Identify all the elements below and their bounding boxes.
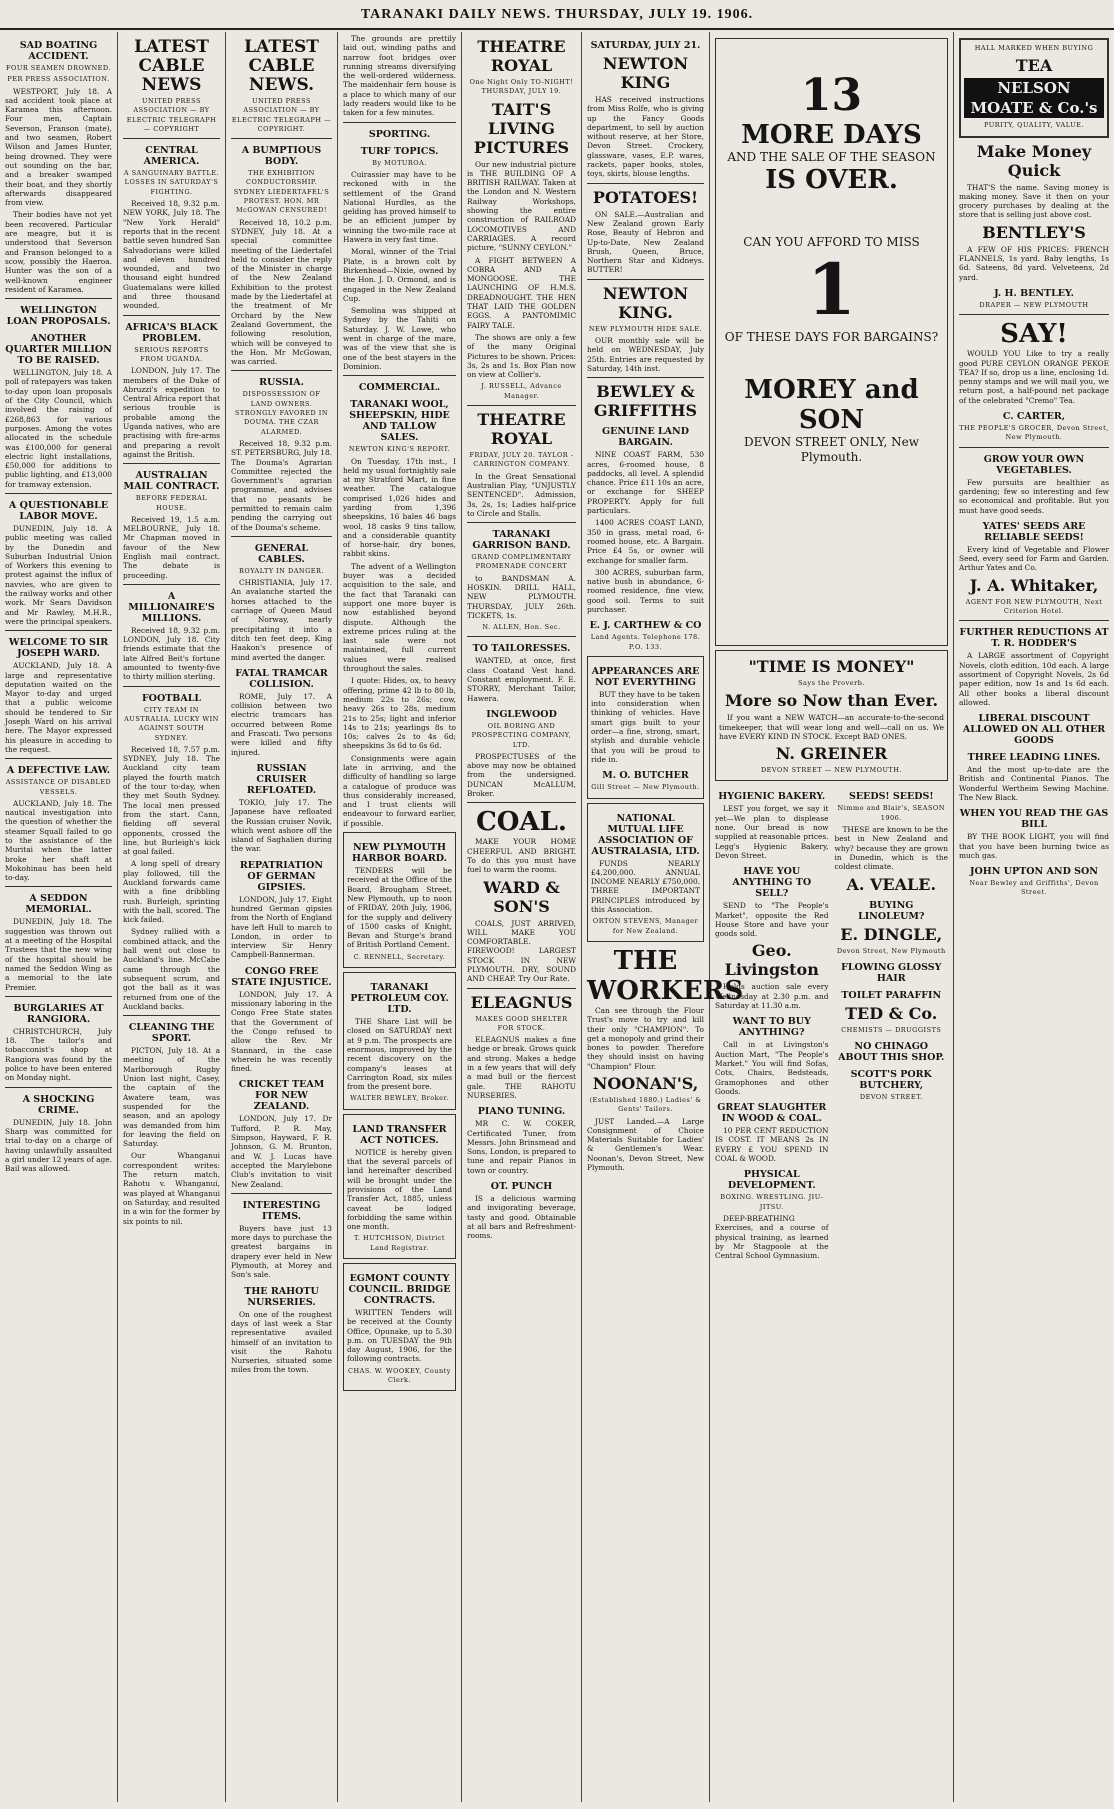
column-8: [954, 32, 1114, 1802]
ad-headline: N. GREINER: [775, 744, 888, 764]
subheadline: NEWTON KING'S REPORT.: [348, 445, 451, 454]
article-text: LONDON, July 17. The members of the Duke of Abruzzi's expedition to Central Africa report that serious trouble is probable among the Uganda natives, who are practising with fire-arms and preparing a revolt against the British.: [123, 366, 220, 459]
ad-headline: Geo. Livingston: [724, 941, 819, 980]
ad-headline: More so Now than Ever.: [724, 691, 939, 711]
ad-headline: TARANAKI PETROLEUM COY. LTD.: [350, 982, 449, 1016]
headline: A QUESTIONABLE LABOR MOVE.: [8, 499, 109, 522]
ad-headline: NOONAN'S,: [592, 1074, 699, 1093]
ad-headline: APPEARANCES ARE NOT EVERYTHING: [591, 665, 700, 688]
column-5: [462, 32, 582, 1802]
ad-signature: C. RENNELL, Secretary.: [353, 952, 446, 961]
ad-headline: FLOWING GLOSSY HAIR: [841, 961, 942, 984]
ad-headline: SEEDS! SEEDS!: [848, 791, 934, 803]
ad-headline: COAL.: [476, 807, 567, 838]
ad-headline: THEATRE ROYAL: [477, 410, 566, 449]
ad-headline: THREE LEADING LINES.: [967, 752, 1101, 764]
subheadline: FOUR SEAMEN DROWNED.: [6, 64, 111, 72]
ad-headline: NEW PLYMOUTH HARBOR BOARD.: [352, 842, 447, 865]
ad-headline: GENUINE LAND BARGAIN.: [602, 426, 689, 449]
divider: [5, 758, 112, 759]
subheadline: THE EXHIBITION CONDUCTORSHIP. SYDNEY LIEDERTAFEL'S PROTEST. HON. MR McGOWAN CENSURED!: [233, 169, 330, 215]
headline: A SHOCKING CRIME.: [22, 1093, 95, 1116]
ad-text: NOTICE is hereby given that the several parcels of land hereinafter described will be brought under the provisions of the Land Transfer Act, 1885, unless caveat be lodged forbidding the same within one month.: [347, 1147, 452, 1232]
ad-text: SEND to "The People's Market", opposite the Red House Store and have your goods sold.: [715, 901, 829, 939]
ad-headline: HYGIENIC BAKERY.: [718, 791, 826, 803]
ad-text: CAN YOU AFFORD TO MISS: [743, 235, 920, 249]
ad-headline: INGLEWOOD: [486, 708, 557, 720]
advertisement: [587, 803, 704, 942]
ad-subheadline: Nimmo and Blair's, SEASON 1906.: [837, 804, 945, 822]
ad-text: THESE are known to be the best in New Zealand and why? because they are grown in Dunedin, which is the coldest climate.: [834, 825, 948, 872]
headline: TURF TOPICS.: [360, 145, 439, 157]
ad-headline: FURTHER REDUCTIONS AT T. R. HODDER'S: [959, 627, 1109, 650]
ad-headline: SCOTT'S PORK BUTCHERY,: [850, 1069, 932, 1092]
article-text: Semolina was shipped at Sydney by the Tahiti on Saturday. J. W. Lowe, who went in charge of the mare, was of the view that she is one of the best stayers in the Dominion.: [343, 306, 456, 371]
ad-text: THE Share List will be closed on SATURDAY next at 9 p.m. The prospects are enormous, improved by the recent discovery on the company's leases at Carrington Road, six miles from the present bore.: [347, 1017, 452, 1092]
ad-headline: PIANO TUNING.: [477, 1106, 566, 1118]
ad-headline: TED & Co.: [845, 1003, 938, 1023]
ad-headline: HAVE YOU ANYTHING TO SELL?: [732, 866, 812, 900]
article-text: ROME, July 17. A collision between two electric tramcars has occurred between Rome and Frascati. Two persons were killed and fifty injured.: [231, 691, 332, 757]
headline: FATAL TRAMCAR COLLISION.: [235, 667, 328, 690]
ad-headline: WHEN YOU READ THE GAS BILL: [959, 808, 1109, 831]
ad-subheadline: GRAND COMPLIMENTARY PROMENADE CONCERT: [471, 553, 572, 571]
ad-headline: TO TAILORESSES.: [472, 643, 571, 655]
ad-subheadline: One Night Only TO-NIGHT! THURSDAY, JULY 19.: [469, 78, 574, 96]
byline: PER PRESS ASSOCIATION.: [7, 75, 110, 84]
article-text: Received 18, 10.2 p.m. SYDNEY, July 18. At a special committee meeting of the Liedertafel held to consider the reply of the Minister in charge of the New Zealand Exhibition to the protest made by the Liedertafel at the treatment of Mr Orchard by the New Zealand Government, the following resolution, which will be conveyed to the Hon. Mr McGowan, was carried.: [231, 217, 332, 367]
ad-text: BUT they have to be taken into consideration when thinking of vehicles. Have smart gigs built to your order—a fine, strong, smart, stylish and durable vehicle that you will be proud to ride in.: [591, 689, 700, 764]
ad-subheadline: NEW PLYMOUTH HIDE SALE.: [588, 324, 703, 333]
advertisement: [343, 832, 456, 968]
article-text: On Tuesday, 17th inst., I held my usual fortnightly sale at my Stratford Mart, in fine weather. The catalogue comprised 1,026 hides and yarding from 1,396 sheepskins, 16 bales 46 bags wool, 18 casks 9 tins tallow, and a considerable quantity of horse-hair, dry bones, rabbit skins.: [343, 456, 456, 559]
ad-text: 300 ACRES, suburban farm, native bush in abundance, 6-roomed residence, fine view, good soil. Terms to suit purchaser.: [587, 567, 704, 614]
ad-headline: NATIONAL MUTUAL LIFE ASSOCIATION OF AUSTRALASIA, LTD.: [591, 812, 700, 857]
ad-subheadline: Says the Proverb.: [798, 679, 865, 687]
article-text: A long spell of dreary play followed, till the Auckland forwards came with a fine dribbling rush. Burleigh, sprinting with the ball, scored. The kick failed.: [123, 859, 220, 925]
headline: WELLINGTON LOAN PROPOSALS.: [6, 305, 111, 328]
divider: [231, 1193, 332, 1194]
ad-subheadline: Devon Street, New Plymouth: [836, 946, 946, 955]
ad-text: A LARGE assortment of Copyright Novels, cloth edition, 10d each. A large assortment of Copyright Novels, 2s 6d paper edition, now 1s and 1s 6d each. All other books a liberal discount allowed.: [959, 651, 1109, 707]
headline: A BUMPTIOUS BODY.: [241, 145, 322, 168]
article-text: I quote: Hides, ox, to heavy offering, prime 42 lb to 80 lb, medium 22s to 26s; cow, heavy 26s to 28s, medium 21s to 25s; light and inferior 14s to 21s; yearlings 8s to 10s; calves 2s to 4s 6d; sheepskins 3s 6d to 6s 6d.: [343, 676, 456, 751]
ad-headline: J. H. BENTLEY.: [994, 287, 1074, 299]
ad-column-left: [715, 785, 829, 1263]
ad-text: Few pursuits are healthier as gardening; few so interesting and few so economical and profitable. But you must have good seeds.: [959, 477, 1109, 515]
divider: [231, 138, 332, 139]
divider: [587, 183, 704, 184]
article-text: LONDON, July 17. Dr Tufford, P. R. May, Simpson, Hayward, F. R. Johnson, G. M. Brunton, and W. J. Lucas have accepted the Marylebone Club's invitation to visit New Zealand.: [231, 1114, 332, 1189]
ad-subheadline: FRIDAY, JULY 20. TAYLOR - CARRINGTON COMPANY.: [469, 451, 574, 469]
article-text: Buyers have just 13 more days to purchase the greatest bargains in drapery ever held in New Plymouth, at Morey and Son's sale.: [231, 1223, 332, 1280]
divider: [123, 1015, 220, 1016]
headline: SAD BOATING ACCIDENT.: [19, 40, 98, 62]
ad-headline: M. O. BUTCHER: [602, 770, 689, 782]
ad-headline: EGMONT COUNTY COUNCIL. BRIDGE CONTRACTS.: [348, 1272, 451, 1306]
headline: GENERAL CABLES.: [254, 542, 309, 565]
ad-subheadline: Land Agents. Telephone 178. P.O. 133.: [590, 633, 701, 651]
divider: [343, 122, 456, 123]
ad-subheadline: OIL BORING AND PROSPECTING COMPANY, LTD.: [471, 721, 572, 749]
divider: [959, 314, 1109, 315]
two-column-ads: [715, 785, 948, 1263]
divider: [5, 996, 112, 997]
divider: [5, 630, 112, 631]
column-4: [338, 32, 462, 1802]
subheadline: CITY TEAM IN AUSTRALIA. LUCKY WIN AGAINST SOUTH SYDNEY.: [124, 705, 219, 742]
ad-subheadline: MAKES GOOD SHELTER FOR STOCK.: [475, 1014, 568, 1032]
subheadline: ASSISTANCE OF DISABLED VESSELS.: [5, 778, 112, 796]
column-2: [118, 32, 226, 1802]
ad-text: A FIGHT BETWEEN A COBRA AND A MONGOOSE. THE LAUNCHING OF H.M.S. DREADNOUGHT. THE HEN THAT LAID THE GOLDEN EGGS. A PANTOMIMIC FAIRY TALE.: [467, 255, 576, 330]
ad-subheadline: BOXING. WRESTLING. JIU-JITSU.: [720, 1193, 824, 1211]
headline: COMMERCIAL.: [358, 382, 441, 394]
ad-headline: IS OVER.: [765, 165, 898, 195]
ad-text: HAS received instructions from Miss Rolfe, who is giving up the Fancy Goods department, to sell by auction without reserve, at her Store, Devon Street. Crockery, glassware, vases, E.P. wares, rackets, paper books, stoles, toys, skirts, blouse lengths.: [587, 95, 704, 179]
ad-signature: WALTER BEWLEY, Broker.: [350, 1094, 449, 1103]
ad-text: If you want a NEW WATCH—an accurate-to-the-second timekeeper, that will wear long and well—call on us. We have EVERY KIND IN STOCK. Except BAD ONES.: [719, 713, 944, 741]
article-text: Cuirassier may have to be reckoned with in the settlement of the Grand National Hurdles, as the gelding has proved himself to be an efficient jumper by winning the two-mile race at Hawera in very fast time.: [343, 169, 456, 245]
ad-text: BY THE BOOK LIGHT, you will find that you have been burning twice as much gas.: [959, 832, 1109, 860]
ad-signature: CHAS. W. WOOKEY, County Clerk.: [348, 1366, 451, 1385]
ad-headline: LAND TRANSFER ACT NOTICES.: [352, 1123, 447, 1146]
article-text: WESTPORT, July 18. A sad accident took place at Karamea this afternoon. Four men, Captain Severson, Franson (mate), and two seamen, Robert Wilson and James Hunter, being drowned. They were out sounding on the bar, and a breaker swamped their boat, and they shortly afterwards disappeared from view.: [5, 86, 112, 208]
divider: [959, 620, 1109, 621]
divider: [959, 447, 1109, 448]
article-text: The advent of a Wellington buyer was a decided acquisition to the sale, and the fact that Taranaki can support one more buyer is now established beyond dispute. Although the extreme prices ruling at the last sale were not maintained, full current values were realised throughout the sales.: [343, 561, 456, 674]
divider: [123, 138, 220, 139]
masthead: TARANAKI DAILY NEWS. THURSDAY, JULY 19. 1906.: [0, 0, 1114, 30]
ad-subheadline: AGENT FOR NEW PLYMOUTH, Next Criterion Hotel.: [965, 597, 1103, 616]
ad-headline: ELEAGNUS: [470, 992, 573, 1012]
divider: [123, 584, 220, 585]
headline: CONGO FREE STATE INJUSTICE.: [231, 965, 332, 988]
ad-text: THAT'S the name. Saving money is making money. Save it then on your grocery purchases by dealing at the store that is selling just above cost.: [959, 182, 1109, 220]
ad-text: Holds auction sale every Wednesday at 2.30 p.m. and Saturday at 11.30 a.m.: [715, 982, 829, 1011]
ad-subheadline: PURITY, QUALITY, VALUE.: [984, 121, 1084, 130]
column-7: [710, 32, 954, 1802]
ad-text: NINE COAST FARM, 530 acres, 6-roomed house, 8 paddocks, all level. A splendid chance. Price £11 10s an acre, or exchange for SHEEP PROPERTY. Apply for full particulars.: [587, 450, 704, 516]
ad-headline: PHYSICAL DEVELOPMENT.: [727, 1169, 816, 1192]
ad-text: JUST Landed.—A Large Consignment of Choice Materials Suitable for Ladies' & Gentlemen's Wear. Noonan's, Devon Street, New Plymouth.: [587, 1116, 704, 1173]
headline: A SEDDON MEMORIAL.: [25, 893, 92, 916]
ad-signature: T. HUTCHISON, District Land Registrar.: [353, 1234, 446, 1252]
ad-headline: E. J. CARTHEW & CO: [589, 620, 702, 632]
ad-headline: C. CARTER,: [1002, 411, 1066, 423]
ad-headline: NO CHINAGO ABOUT THIS SHOP.: [838, 1041, 945, 1064]
ad-headline: OT. PUNCH: [490, 1181, 553, 1193]
article-text: Sydney rallied with a combined attack, and the ball went out close to Auckland's line. McCabe came through the subsequent scrum, and got the ball as it was returned from one of the Auckland backs.: [123, 927, 220, 1011]
ad-text: COALS, JUST ARRIVED, WILL MAKE YOU COMFORTABLE. FIREWOOD! LARGEST STOCK IN NEW PLYMOUTH. DRY, SOUND AND CHEAP. Try Our Rate.: [467, 918, 576, 984]
ad-headline: YATES' SEEDS ARE RELIABLE SEEDS!: [982, 520, 1086, 543]
ad-text: MR C. W. COKER, Certificated Tuner, from Messrs. John Brinsmead and Sons, London, is prepared to tune and repair Pianos in town or country.: [467, 1119, 576, 1175]
nelson-tea-advertisement: [959, 38, 1109, 138]
headline: AFRICA'S BLACK PROBLEM.: [125, 321, 218, 344]
divider: [231, 370, 332, 371]
ad-text: IS a delicious warming and invigorating beverage, tasty and good. Obtainable at all bars and Refreshment-rooms.: [467, 1194, 576, 1241]
article-text: On one of the roughest days of last week a Star representative availed himself of an invitation to visit the Rahotu Nurseries, situated some miles from the town.: [231, 1309, 332, 1375]
ad-headline: SATURDAY, JULY 21.: [590, 40, 701, 51]
subheadline: UNITED PRESS ASSOCIATION — BY ELECTRIC TELEGRAPH — COPYRIGHT: [126, 97, 217, 133]
ad-text: AND THE SALE OF THE SEASON: [727, 150, 936, 164]
ad-headline: WANT TO BUY ANYTHING?: [732, 1016, 811, 1039]
ad-text: ON SALE.—Australian and New Zealand grown Early Rose, Beauty of Hebron and Up-to-Date, New Zealand Brush, Queen, Bruce, Northern Star and Kidneys. BUTTER!: [587, 209, 704, 275]
ad-text: WRITTEN Tenders will be received at the County Office, Opunake, up to 5.30 p.m. on TUESDAY the 9th day August, 1906, for the following contracts.: [347, 1307, 452, 1364]
ad-days-count: 1: [807, 248, 856, 331]
article-text: TOKIO, July 17. The Japanese have refloated the Russian cruiser Novik, which went ashore off the island of Saghalien during the war.: [231, 797, 332, 854]
subheadline: BEFORE FEDERAL HOUSE.: [135, 494, 208, 512]
ad-headline: NEWTON KING: [602, 54, 689, 92]
ad-text: WANTED, at once, first class Coatand Vest hand. Constant employment. F. E. STORRY, Merchant Tailor, Hawera.: [467, 656, 576, 703]
divider: [467, 405, 576, 406]
ad-headline: Make Money Quick: [976, 141, 1092, 180]
article-text: DUNEDIN, July 18. The suggestion was thrown out at a meeting of the Hospital Trustees that the new wing of the hospital should be named the Seddon Wing as a memorial to the late Premier.: [5, 917, 112, 992]
ad-days-count: 13: [800, 70, 863, 121]
ad-headline: LIBERAL DISCOUNT ALLOWED ON ALL OTHER GOODS: [962, 713, 1106, 747]
article-text: Received 18, 9.32 p.m. LONDON, July 18. City friends estimate that the late Alfred Beit's fortune amounted to twenty-five to thirty million sterling.: [123, 625, 220, 682]
ad-subheadline: DEVON STREET.: [859, 1093, 923, 1102]
article-text: Received 18, 9.32 p.m. NEW YORK, July 18. The "New York Herald" reports that in the recent battle seven hundred San Salvadorians were killed and eleven hundred wounded, and two thousand eight hundred Guatemalans were killed and three thousand wounded.: [123, 199, 220, 311]
article-text: AUCKLAND, July 18. A large and representative deputation waited on the Mayor to-day and urged that a public welcome should be tendered to Sir Joseph Ward on his arrival here. The Mayor expressed his pleasure in acceding to the request.: [5, 661, 112, 754]
ad-brand: NELSON MOATE & Co.'s: [964, 78, 1104, 118]
headline: RUSSIAN CRUISER REFLOATED.: [246, 762, 317, 796]
ad-text: OUR monthly sale will be held on WEDNESDAY, July 25th. Entries are requested by Saturday, 14th inst.: [587, 336, 704, 373]
article-text: AUCKLAND, July 18. The nautical investigation into the question of whether the steamer Squall failed to go to the assistance of the Muritai when the latter broke her shaft at Mokohinau has been held to-day.: [5, 798, 112, 883]
ad-subheadline: DEVON STREET — NEW PLYMOUTH.: [760, 766, 903, 775]
headline: INTERESTING ITEMS.: [242, 1199, 321, 1222]
ad-headline: SAY!: [1000, 319, 1068, 350]
divider: [467, 802, 576, 803]
divider: [123, 463, 220, 464]
headline: BURGLARIES AT RANGIORA.: [13, 1002, 104, 1025]
subheadline: SERIOUS REPORTS FROM UGANDA.: [134, 345, 209, 363]
section-title: LATEST CABLE NEWS: [134, 37, 209, 95]
headline: REPATRIATION OF GERMAN GIPSIES.: [239, 859, 324, 893]
ad-brand: MOREY and SON: [744, 375, 919, 435]
advertisement: [587, 656, 704, 799]
article-text: DUNEDIN, July 18. A public meeting was called by the Dunedin and Suburban Industrial Union of Workers this evening to protest against the influx of navvies, who are given to the railway works and other work. Mr Sears Davidson and Mr Rawley, M.H.R., were the principal speakers.: [5, 523, 112, 626]
ad-text: DEEP-BREATHING Exercises, and a course of physical training, as learned by Mr Stagpoole at the Central School Gymnasium.: [715, 1213, 829, 1261]
article-text: Received 18, 7.57 p.m. SYDNEY, July 18. The Auckland city team played the fourth match of the tour to-day, when they met South Sydney. The local men pressed from the start. Cann, fielding off several opponents, crossed the line, but Burleigh's kick at goal failed.: [123, 744, 220, 857]
divider: [467, 636, 576, 637]
article-text: Our Whanganui correspondent writes: The return match, Rahotu v. Whanganui, was played at Whanganui on Saturday, and resulted in a win for the former by six points to nil.: [123, 1151, 220, 1226]
ad-text: Our new industrial picture is THE BUILDING OF A BRITISH RAILWAY. Taken at the London and N. Western Railway Workshops, showing the entire construction of RAILROAD LOCOMOTIVES AND CARRIAGES. A record picture, "SUNNY CEYLON.": [467, 159, 576, 253]
ad-subheadline: CHEMISTS — DRUGGISTS: [841, 1025, 942, 1034]
advertisement: [343, 1114, 456, 1259]
headline: WELCOME TO SIR JOSEPH WARD.: [8, 637, 109, 660]
ad-headline: GREAT SLAUGHTER IN WOOD & COAL.: [717, 1102, 827, 1125]
divider: [231, 536, 332, 537]
ad-text: FUNDS NEARLY £4,200,000. ANNUAL INCOME NEARLY £750,000. THREE IMPORTANT PRINCIPLES introduced by this Association.: [591, 858, 700, 915]
ad-headline: JOHN UPTON AND SON: [970, 866, 1098, 878]
ad-headline: MORE DAYS: [741, 120, 922, 150]
article-text: Moral, winner of the Trial Plate, is a brown colt by Birkenhead—Nixie, owned by the Hon. J. D. Ormond, and is engaged in the New Zealand Cup.: [343, 247, 456, 303]
article-text: LONDON, July 17. A missionary laboring in the Congo Free State states that the Government of the Congo refused to allow the Rev. Mr Stannard, in the case wherein he was recently fined.: [231, 989, 332, 1074]
headline: TARANAKI WOOL, SHEEPSKIN, HIDE AND TALLOW SALES.: [349, 399, 450, 444]
subheadline: By MOTUROA.: [372, 158, 427, 167]
ad-text: A FEW OF HIS PRICES: FRENCH FLANNELS, 1s yard. Baby lengths, 1s 6d. Sateens, 8d yard. Velveteens, 2d yard.: [959, 244, 1109, 282]
divider: [123, 686, 220, 687]
divider: [123, 315, 220, 316]
ad-headline: BUYING LINOLEUM?: [858, 899, 925, 922]
ad-subheadline: DRAPER — NEW PLYMOUTH: [979, 300, 1089, 309]
ad-text: OF THESE DAYS FOR BARGAINS?: [724, 330, 939, 344]
advertisement: [715, 650, 948, 781]
ad-text: 10 PER CENT REDUCTION IS COST. IT MEANS 2s IN EVERY £ YOU SPEND IN COAL & WOOD.: [715, 1126, 829, 1164]
ad-headline: NEWTON KING.: [602, 283, 689, 322]
headline: AUSTRALIAN MAIL CONTRACT.: [123, 470, 220, 493]
morey-sale-advertisement: [715, 38, 948, 646]
ad-headline: J. A. Whitaker,: [969, 575, 1099, 595]
subheadline: ROYALTY IN DANGER.: [239, 566, 324, 575]
ad-subheadline: THE PEOPLE'S GROCER, Devon Street, New Plymouth.: [959, 424, 1109, 442]
ad-signature: ORTON STEVENS, Manager for New Zealand.: [592, 917, 699, 935]
article-text: The grounds are prettily laid out, winding paths and narrow foot bridges over running streams diversifying the well-ordered wilderness. The maidenhair fern house is a place to which many of our lady readers would like to be taken for a few minutes.: [343, 34, 456, 118]
column-6: [582, 32, 744, 1802]
article-text: Their bodies have not yet been recovered. Particular are meagre, but it is understood that Severson and Franson belonged to a scow, possibly the Haeroa. Hunter was the son of a well-known engineer resident of Karamea.: [5, 210, 112, 294]
ad-headline: BENTLEY'S: [982, 222, 1086, 242]
headline: A MILLIONAIRE'S MILLIONS.: [128, 590, 215, 624]
subheadline: DISPOSSESSION OF LAND OWNERS. STRONGLY FAVORED IN DOUMA. THE CZAR ALARMED.: [234, 390, 329, 436]
ad-headline: TOILET PARAFFIN: [841, 989, 942, 1001]
ad-headline: A. VEALE.: [846, 874, 937, 894]
headline: CRICKET TEAM FOR NEW ZEALAND.: [238, 1079, 325, 1113]
ad-column-right: [835, 785, 949, 1263]
ad-text: WOULD YOU Like to try a really good PURE CEYLON ORANGE PEKOE TEA? If so, drop us a line, enclosing 1d. penny stamps and we will mail you, we return post, a half-pound net package of the celebrated "Cremo" Tea.: [959, 349, 1109, 405]
article-text: CHRISTIANIA, July 17. An avalanche started the horses attached to the carriage of Queen Maud of Norway, nearly precipitating it into a ditch ten feet deep. King Haakon's presence of mind averted the danger.: [231, 578, 332, 662]
ad-text: Every kind of Vegetable and Flower Seed, every seed for Farm and Garden. Arthur Yates and Co.: [959, 544, 1109, 573]
article-text: LONDON, July 17. Eight hundred German gipsies from the North of England have left Hull to march to London, in order to interview Sir Henry Campbell-Bannerman.: [231, 894, 332, 960]
section-title: LATEST CABLE NEWS.: [244, 37, 319, 95]
headline: ANOTHER QUARTER MILLION TO BE RAISED.: [5, 333, 112, 367]
headline: CLEANING THE SPORT.: [128, 1022, 215, 1045]
column-3: [226, 32, 338, 1802]
ad-signature: N. ALLEN, Hon. Sec.: [482, 623, 561, 632]
ad-subheadline: Gill Street — New Plymouth.: [591, 783, 700, 792]
ad-subheadline: HALL MARKED WHEN BUYING: [974, 44, 1094, 52]
ad-headline: BEWLEY & GRIFFITHS: [593, 382, 698, 421]
article-text: Consignments were again late in arriving, and the difficulty of handling so large a catalogue of produce was thus considerably increased, and I trust clients will endeavour to forward earlier, if possible.: [343, 753, 456, 828]
article-text: PICTON, July 18. At a meeting of the Marlborough Rugby Union last night, Casey, the captain of the Awatere team, was suspended for the season, and an apology was demanded from him for leaving the field on Saturday.: [123, 1046, 220, 1149]
headline: CENTRAL AMERICA.: [143, 145, 200, 168]
ad-headline: GROW YOUR OWN VEGETABLES.: [983, 453, 1085, 476]
divider: [587, 279, 704, 280]
subheadline: A SANGUINARY BATTLE. LOSSES IN SATURDAY'S FIGHTING.: [123, 169, 220, 196]
divider: [343, 375, 456, 376]
ad-headline: TARANAKI GARRISON BAND.: [472, 529, 571, 552]
column-1: [0, 32, 118, 1802]
ad-text: to BANDSMAN A. HOSKIN. DRILL HALL, NEW PLYMOUTH. THURSDAY, JULY 26th. TICKETS, 1s.: [467, 573, 576, 620]
ad-text: TENDERS will be received at the Office of the Board, Brougham Street, New Plymouth, up to noon of FRIDAY, 20th July, 1906, for the supply and delivery of 1500 casks of Knight, Bevan and Sturge's brand of British Portland Cement.: [347, 866, 452, 950]
advertisement: [343, 1263, 456, 1391]
ad-headline: POTATOES!: [592, 187, 699, 207]
divider: [5, 1087, 112, 1088]
ad-headline: "TIME IS MONEY": [748, 657, 915, 676]
headline: FOOTBALL: [141, 692, 202, 704]
headline: A DEFECTIVE LAW.: [6, 765, 111, 777]
ad-text: Call in at Livingston's Auction Mart, "The People's Market." You will find Sofas, Cots, Chairs, Bedsteads, Gramophones and other Goods.: [715, 1040, 829, 1096]
ad-text: DEVON STREET ONLY, New Plymouth.: [743, 435, 919, 464]
article-text: Received 19, 1.5 a.m. MELBOURNE, July 18. Mr Chapman moved in favour of the New English mail contract. The debate is proceeding.: [123, 514, 220, 580]
headline: RUSSIA.: [259, 377, 304, 389]
ad-subheadline: (Established 1880.) Ladies' & Gents' Tailors.: [589, 1096, 702, 1114]
ad-text: MAKE YOUR HOME CHEERFUL AND BRIGHT. To do this you must have fuel to warm the rooms.: [467, 837, 576, 875]
divider: [5, 886, 112, 887]
divider: [5, 493, 112, 494]
divider: [467, 988, 576, 989]
ad-signature: J. RUSSELL, Advance Manager.: [481, 382, 562, 400]
article-text: WELLINGTON, July 18. A poll of ratepayers was taken to-day upon loan proposals of the City Council, which involved the raising of £268,863 for various purposes. Among the votes allocated in the schedule was £100,000 for general electric light installations, £50,000 for additions to public lighting, and £13,000 for tramway extension.: [5, 368, 112, 489]
ad-headline: THE WORKERS: [587, 945, 744, 1006]
ad-text: And the most up-to-date are the British and Continental Pianos. The Wonderful Wertheim Sewing Machine. The New Black.: [959, 765, 1109, 802]
ad-headline: THEATRE ROYAL: [477, 37, 566, 75]
ad-headline: TAIT'S LIVING PICTURES: [473, 99, 570, 157]
ad-text: The shows are only a few of the many Original Pictures to be shown. Prices: 3s, 2s and 1s. Box Plan now on view at Collier's.: [467, 332, 576, 380]
subheadline: UNITED PRESS ASSOCIATION — BY ELECTRIC TELEGRAPH — COPYRIGHT.: [231, 97, 332, 133]
ad-text: In the Great Sensational Australian Play, "UNJUSTLY SENTENCED". Admission, 3s, 2s, 1s; Ladies half-price to Circle and Stalls.: [467, 471, 576, 518]
ad-text: ELEAGNUS makes a fine hedge or break. Grows quick and strong. Makes a hedge in a few years that will defy a mad bull or the fiercest gale. THE RAHOTU NURSERIES.: [467, 1035, 576, 1100]
article-text: Received 18, 9.32 p.m. ST. PETERSBURG, July 18. The Douma's Agrarian Committee rejected the Government's agrarian programme, and advises that no peasants be permitted to remain calm pending the carrying out of the Douma's scheme.: [231, 438, 332, 532]
ad-subheadline: Near Bewley and Griffiths', Devon Street.: [969, 879, 1099, 897]
ad-headline: WARD & SON'S: [483, 877, 560, 916]
divider: [5, 298, 112, 299]
ad-text: PROSPECTUSES of the above may now be obtained from the undersigned. DUNCAN McALLUM, Broker.: [467, 751, 576, 799]
ad-headline: TEA: [1015, 56, 1053, 76]
advertisement: [343, 972, 456, 1110]
ad-text: Can see through the Flour Trust's move to try and kill their only "CHAMPION". To get a monopoly and grind their bones to powder. Therefore they should insist on having "Champion" Flour.: [587, 1005, 704, 1071]
article-text: DUNEDIN, July 18. John Sharp was committed for trial to-day on a charge of having unlawfully assaulted a girl under 12 years of age. Bail was allowed.: [5, 1117, 112, 1174]
ad-text: LEST you forget, we say it yet—We plan to displease none. Our bread is now supplied at reasonable prices. Legg's Hygienic Bakery, Devon Street.: [715, 804, 829, 860]
ad-headline: E. DINGLE,: [840, 924, 943, 944]
divider: [587, 377, 704, 378]
divider: [467, 522, 576, 523]
headline: THE RAHOTU NURSERIES.: [244, 1285, 319, 1308]
article-text: CHRISTCHURCH, July 18. The tailor's and tobacconist's shop at Rangiora was found by the police to have been entered on Monday night.: [5, 1026, 112, 1083]
ad-text: 1400 ACRES COAST LAND, 350 in grass, metal road, 6-roomed house, etc. A Bargain. Price £4 5s, or owner will exchange for smaller farm.: [587, 518, 704, 565]
headline: SPORTING.: [368, 128, 431, 140]
